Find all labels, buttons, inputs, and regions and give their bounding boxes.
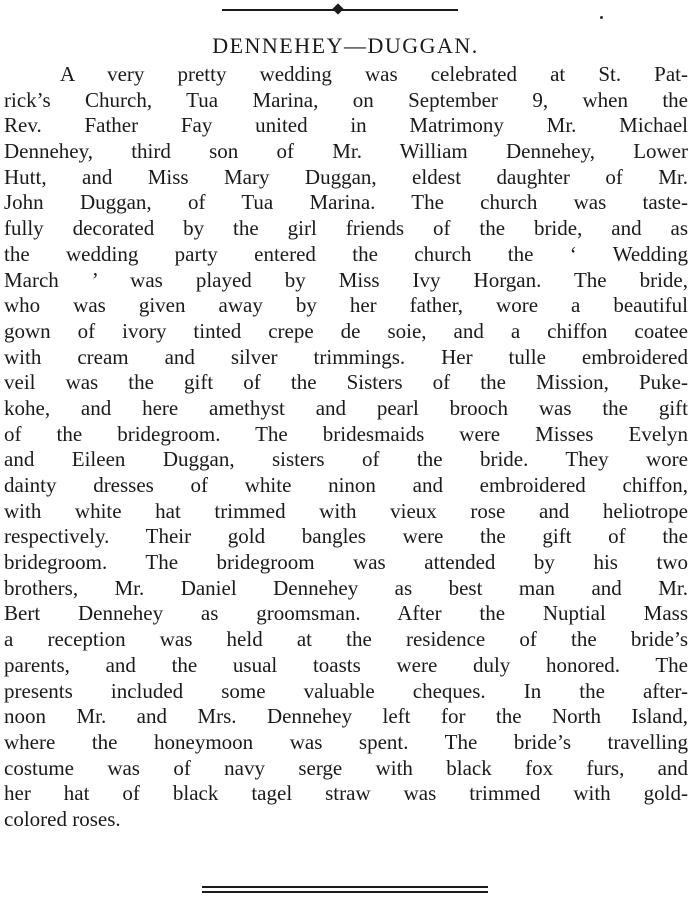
article-line: Bert Dennehey as groomsman. After the Nuptial Mass — [4, 601, 688, 626]
article-line: her hat of black tagel straw was trimmed with gold- — [4, 781, 688, 806]
bottom-rule-line-lower — [202, 891, 488, 893]
article-line: parents, and the usual toasts were duly honored. The — [4, 652, 688, 677]
article-line: presents included some valuable cheques. In the after- — [4, 678, 688, 703]
article-line: of the bridegroom. The bridesmaids were Misses Evelyn — [4, 421, 688, 446]
article-line: respectively. Their gold bangles were the gift of the — [4, 524, 688, 549]
article-line: where the honeymoon was spent. The bride’s travelling — [4, 729, 688, 754]
article-line: brothers, Mr. Daniel Dennehey as best man and Mr. — [4, 575, 688, 600]
diamond-ornament-icon — [332, 3, 343, 14]
article-line: costume was of navy serge with black fox furs, and — [4, 755, 688, 780]
article-line: who was given away by her father, wore a beautiful — [4, 293, 688, 318]
article-line: Hutt, and Miss Mary Duggan, eldest daughter of Mr. — [4, 164, 688, 189]
article-line: a reception was held at the residence of the bride’s — [4, 627, 688, 652]
article-headline: DENNEHEY—DUGGAN. — [212, 33, 479, 58]
article-line: with white hat trimmed with vieux rose and heliotrope — [4, 498, 688, 523]
article-line: veil was the gift of the Sisters of the Mission, Puke- — [4, 370, 688, 395]
article-line: rick’s Church, Tua Marina, on September 9, when the — [4, 87, 688, 112]
article-line: kohe, and here amethyst and pearl brooch was the gift — [4, 395, 688, 420]
article-line: Rev. Father Fay united in Matrimony Mr. Michael — [4, 113, 688, 138]
article-line: dainty dresses of white ninon and embroidered chiffon, — [4, 473, 688, 497]
bottom-double-rule — [202, 886, 488, 894]
article-line: A very pretty wedding was celebrated at St. Pat- — [60, 62, 688, 86]
article-line: Dennehey, third son of Mr. William Dennehey, Lower — [4, 139, 688, 164]
article-body — [4, 62, 688, 833]
print-speck — [600, 16, 603, 19]
article-line: colored roses. — [4, 806, 121, 831]
bottom-rule-line-upper — [202, 886, 488, 888]
article-line: and Eileen Duggan, sisters of the bride. They wore — [4, 447, 688, 472]
article-line: with cream and silver trimmings. Her tulle embroidered — [4, 344, 688, 369]
article-line: John Duggan, of Tua Marina. The church was taste- — [4, 190, 688, 215]
article-line: the wedding party entered the church the ‘ Wedding — [4, 241, 688, 266]
article-line: bridegroom. The bridegroom was attended by his two — [4, 550, 688, 575]
article-line: gown of ivory tinted crepe de soie, and a chiffon coatee — [4, 318, 688, 343]
top-ornamental-rule — [222, 5, 458, 15]
article-line: noon Mr. and Mrs. Dennehey left for the North Island, — [4, 704, 688, 729]
article-line: fully decorated by the girl friends of the bride, and as — [4, 216, 688, 241]
article-line: March ’ was played by Miss Ivy Horgan. The bride, — [4, 267, 688, 292]
